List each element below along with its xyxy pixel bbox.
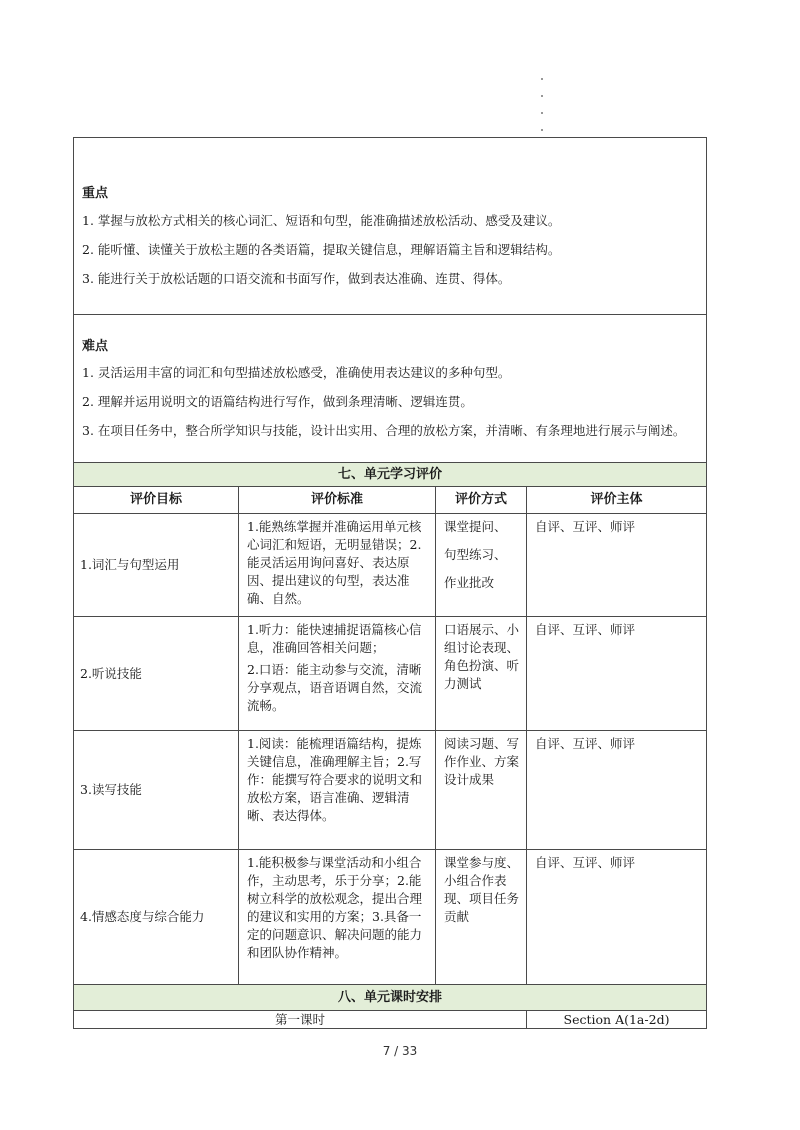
method-text: 课堂参与度、小组合作表现、项目任务贡献 [444,855,520,924]
eval-method-cell [435,513,527,617]
col-header-criteria: 评价标准 [238,486,436,514]
eval-method-cell [435,849,527,985]
difficult-points-box [73,314,707,462]
page-number: 7 / 33 [382,1044,418,1058]
eval-goal-cell: 1.词汇与句型运用 [73,513,239,617]
method-text: 句型练习、 [444,547,507,562]
criteria-text: 1.阅读：能梳理语篇结构，提炼关键信息，准确理解主旨；2.写作：能撰写符合要求的说明文和放松方案，语言准确、逻辑清晰、表达得体。 [247,736,423,823]
method-text: 口语展示、小组讨论表现、角色扮演、听力测试 [444,622,520,691]
eval-criteria-cell [238,616,436,731]
method-text: 作业批改 [444,575,495,590]
col-header-subject: 评价主体 [526,486,707,514]
key-point-item: 3. 能进行关于放松话题的口语交流和书面写作，做到表达准确、连贯、得体。 [82,271,511,286]
eval-method-cell [435,616,527,731]
criteria-text: 1.能熟练掌握并准确运用单元核心词汇和短语，无明显错误；2.能灵活运用询问喜好、表达原因、提出建议的句型，表达准确、自然。 [247,519,422,606]
method-text: 阅读习题、写作作业、方案设计成果 [444,736,520,787]
margin-dots [541,78,547,146]
difficult-point-item: 1. 灵活运用丰富的词汇和句型描述放松感受，准确使用表达建议的多种句型。 [82,365,511,380]
eval-method-cell [435,730,527,850]
criteria-text: 1.听力：能快速捕捉语篇核心信息，准确回答相关问题； [247,622,422,655]
eval-subject-cell: 自评、互评、师评 [526,513,707,617]
lesson-content-cell: Section A(1a-2d) [526,1010,707,1029]
eval-criteria-cell [238,730,436,850]
difficult-point-item: 2. 理解并运用说明文的语篇结构进行写作，做到条理清晰、逻辑连贯。 [82,394,473,409]
col-header-method: 评价方式 [435,486,527,514]
eval-goal-cell: 2.听说技能 [73,616,239,731]
criteria-text: 1.能积极参与课堂活动和小组合作，主动思考，乐于分享；2.能树立科学的放松观念，提出合理的建议和实用的方案；3.具备一定的问题意识、解决问题的能力和团队协作精神。 [247,855,423,960]
section-8-title: 八、单元课时安排 [73,984,707,1011]
key-points-title: 重点 [82,186,109,201]
lesson-name-cell: 第一课时 [73,1010,527,1029]
eval-subject-cell: 自评、互评、师评 [526,730,707,850]
col-header-goal: 评价目标 [73,486,239,514]
method-text: 课堂提问、 [444,519,507,534]
eval-subject-cell: 自评、互评、师评 [526,616,707,731]
key-points-box [73,137,707,315]
difficult-points-title: 难点 [82,339,109,354]
criteria-text: 2.口语：能主动参与交流，清晰分享观点，语音语调自然，交流流畅。 [247,662,423,713]
eval-subject-cell: 自评、互评、师评 [526,849,707,985]
section-7-title: 七、单元学习评价 [73,462,707,487]
key-point-item: 2. 能听懂、读懂关于放松主题的各类语篇，提取关键信息，理解语篇主旨和逻辑结构。 [82,242,561,257]
lesson-row [73,1010,707,1029]
eval-criteria-cell [238,849,436,985]
eval-goal-cell: 4.情感态度与综合能力 [73,849,239,985]
difficult-point-item: 3. 在项目任务中，整合所学知识与技能，设计出实用、合理的放松方案，并清晰、有条理地进行展示与阐述。 [82,423,686,438]
eval-goal-cell: 3.读写技能 [73,730,239,850]
eval-criteria-cell [238,513,436,617]
key-point-item: 1. 掌握与放松方式相关的核心词汇、短语和句型，能准确描述放松活动、感受及建议。 [82,213,561,228]
